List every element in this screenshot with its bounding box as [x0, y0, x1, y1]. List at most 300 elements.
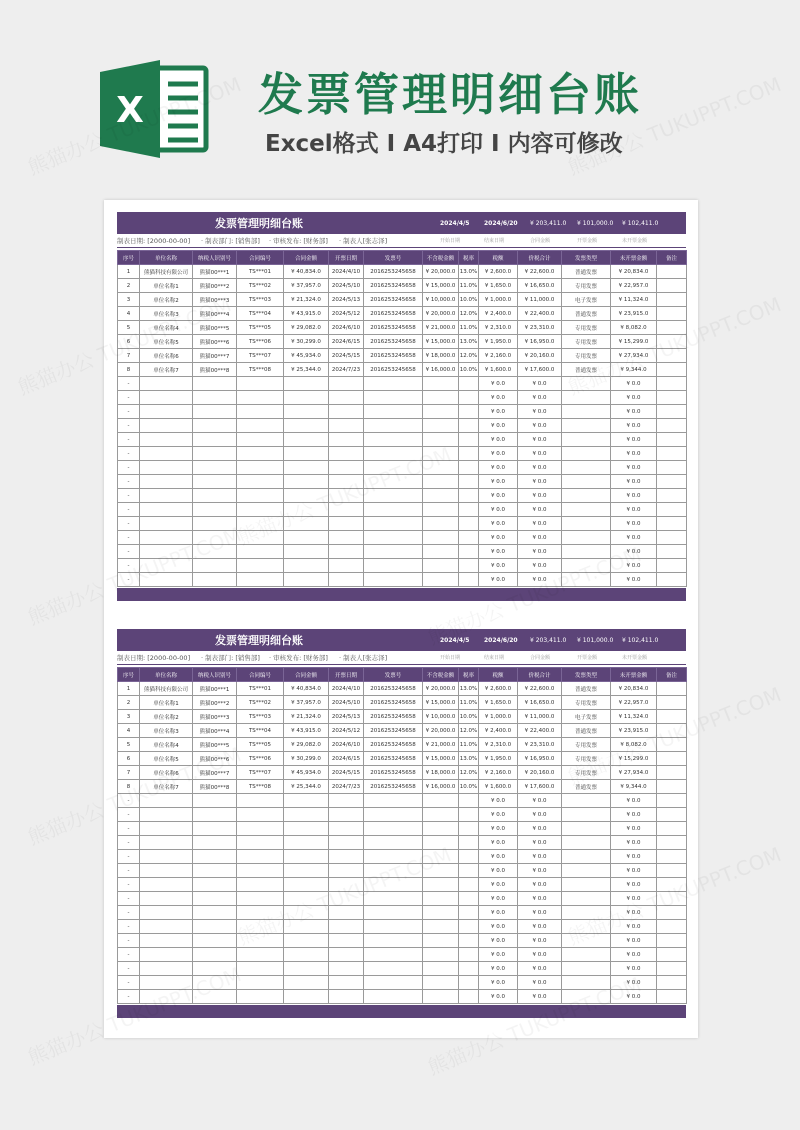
table-cell[interactable]	[423, 503, 459, 517]
table-cell[interactable]	[284, 503, 329, 517]
table-cell[interactable]: 13.0%	[459, 752, 479, 766]
table-cell[interactable]	[423, 878, 459, 892]
table-cell[interactable]: ¥ 0.0	[479, 878, 518, 892]
table-cell[interactable]	[237, 906, 284, 920]
table-cell[interactable]: 4	[118, 724, 140, 738]
table-cell[interactable]: ¥ 0.0	[611, 475, 657, 489]
table-cell[interactable]: -	[118, 419, 140, 433]
table-cell[interactable]: ¥ 0.0	[518, 920, 562, 934]
table-cell[interactable]	[459, 545, 479, 559]
table-cell[interactable]	[284, 962, 329, 976]
table-cell[interactable]	[329, 573, 364, 587]
table-cell[interactable]: ¥ 2,310.0	[479, 738, 518, 752]
table-cell[interactable]	[459, 461, 479, 475]
table-cell[interactable]: ¥ 0.0	[518, 948, 562, 962]
table-cell[interactable]	[423, 573, 459, 587]
table-cell[interactable]: ¥ 0.0	[518, 878, 562, 892]
table-cell[interactable]: ¥ 29,082.0	[284, 738, 329, 752]
table-cell[interactable]	[140, 377, 193, 391]
table-cell[interactable]	[364, 878, 423, 892]
table-cell[interactable]: ¥ 0.0	[479, 517, 518, 531]
table-cell[interactable]: ¥ 0.0	[479, 447, 518, 461]
table-cell[interactable]: -	[118, 573, 140, 587]
table-cell[interactable]: ¥ 37,957.0	[284, 696, 329, 710]
table-cell[interactable]: 2016253245658	[364, 293, 423, 307]
table-cell[interactable]: -	[118, 976, 140, 990]
table-cell[interactable]: ¥ 0.0	[479, 559, 518, 573]
table-cell[interactable]	[562, 475, 611, 489]
table-cell[interactable]: 12.0%	[459, 307, 479, 321]
table-cell[interactable]: ¥ 15,299.0	[611, 752, 657, 766]
table-cell[interactable]: ¥ 0.0	[611, 433, 657, 447]
table-cell[interactable]	[140, 836, 193, 850]
table-cell[interactable]	[237, 948, 284, 962]
table-cell[interactable]: 5	[118, 321, 140, 335]
table-cell[interactable]	[329, 503, 364, 517]
table-cell[interactable]	[140, 475, 193, 489]
table-cell[interactable]	[423, 850, 459, 864]
table-cell[interactable]: ¥ 0.0	[518, 794, 562, 808]
table-cell[interactable]	[329, 878, 364, 892]
table-cell[interactable]	[657, 682, 687, 696]
table-cell[interactable]	[562, 489, 611, 503]
table-cell[interactable]	[423, 808, 459, 822]
table-cell[interactable]	[193, 864, 237, 878]
table-cell[interactable]	[140, 531, 193, 545]
table-cell[interactable]: 2016253245658	[364, 766, 423, 780]
table-cell[interactable]	[459, 559, 479, 573]
table-cell[interactable]: 熊猫00***1	[193, 265, 237, 279]
table-cell[interactable]: ¥ 2,160.0	[479, 349, 518, 363]
table-cell[interactable]: 普通发票	[562, 307, 611, 321]
table-cell[interactable]: ¥ 0.0	[518, 822, 562, 836]
table-cell[interactable]: 2016253245658	[364, 738, 423, 752]
table-cell[interactable]	[237, 433, 284, 447]
table-cell[interactable]: ¥ 0.0	[479, 948, 518, 962]
table-cell[interactable]: ¥ 0.0	[611, 517, 657, 531]
table-cell[interactable]: ¥ 0.0	[518, 559, 562, 573]
table-cell[interactable]: ¥ 23,310.0	[518, 738, 562, 752]
table-cell[interactable]: ¥ 1,950.0	[479, 335, 518, 349]
table-cell[interactable]	[657, 878, 687, 892]
table-cell[interactable]	[364, 962, 423, 976]
table-cell[interactable]	[657, 948, 687, 962]
table-cell[interactable]	[140, 433, 193, 447]
table-cell[interactable]: ¥ 15,299.0	[611, 335, 657, 349]
table-cell[interactable]: -	[118, 864, 140, 878]
table-cell[interactable]: ¥ 0.0	[479, 822, 518, 836]
table-cell[interactable]	[193, 419, 237, 433]
table-cell[interactable]	[459, 976, 479, 990]
table-cell[interactable]: 单位名称5	[140, 752, 193, 766]
table-cell[interactable]: ¥ 0.0	[518, 990, 562, 1004]
table-cell[interactable]	[140, 920, 193, 934]
table-cell[interactable]	[237, 391, 284, 405]
table-cell[interactable]	[329, 391, 364, 405]
table-cell[interactable]	[193, 559, 237, 573]
table-cell[interactable]: ¥ 0.0	[518, 461, 562, 475]
table-cell[interactable]	[284, 892, 329, 906]
table-cell[interactable]: ¥ 0.0	[479, 850, 518, 864]
table-cell[interactable]	[459, 822, 479, 836]
table-cell[interactable]: ¥ 0.0	[518, 531, 562, 545]
table-cell[interactable]	[423, 489, 459, 503]
table-cell[interactable]: ¥ 10,000.0	[423, 710, 459, 724]
table-cell[interactable]	[193, 573, 237, 587]
table-cell[interactable]	[193, 822, 237, 836]
table-cell[interactable]	[237, 794, 284, 808]
table-cell[interactable]	[423, 934, 459, 948]
table-cell[interactable]: ¥ 25,344.0	[284, 363, 329, 377]
table-cell[interactable]	[364, 447, 423, 461]
table-cell[interactable]: 13.0%	[459, 335, 479, 349]
table-cell[interactable]	[459, 878, 479, 892]
table-cell[interactable]	[657, 279, 687, 293]
table-cell[interactable]: ¥ 16,950.0	[518, 752, 562, 766]
table-cell[interactable]: 10.0%	[459, 293, 479, 307]
table-cell[interactable]: ¥ 0.0	[479, 461, 518, 475]
table-cell[interactable]: -	[118, 559, 140, 573]
table-cell[interactable]: ¥ 11,000.0	[518, 293, 562, 307]
table-cell[interactable]: ¥ 0.0	[611, 489, 657, 503]
table-cell[interactable]: ¥ 0.0	[479, 405, 518, 419]
table-cell[interactable]	[562, 573, 611, 587]
table-cell[interactable]	[459, 517, 479, 531]
table-cell[interactable]	[284, 920, 329, 934]
table-cell[interactable]: 10.0%	[459, 710, 479, 724]
table-cell[interactable]	[329, 808, 364, 822]
table-cell[interactable]: ¥ 0.0	[518, 836, 562, 850]
table-cell[interactable]	[657, 808, 687, 822]
table-cell[interactable]: ¥ 0.0	[479, 531, 518, 545]
table-cell[interactable]: 2016253245658	[364, 363, 423, 377]
table-cell[interactable]	[657, 433, 687, 447]
table-cell[interactable]	[364, 391, 423, 405]
table-cell[interactable]: ¥ 0.0	[479, 962, 518, 976]
table-cell[interactable]: ¥ 0.0	[518, 419, 562, 433]
table-cell[interactable]: TS***04	[237, 307, 284, 321]
table-cell[interactable]: ¥ 27,934.0	[611, 766, 657, 780]
table-cell[interactable]: TS***02	[237, 696, 284, 710]
table-cell[interactable]	[329, 976, 364, 990]
table-cell[interactable]	[140, 517, 193, 531]
table-cell[interactable]: 10.0%	[459, 363, 479, 377]
table-cell[interactable]: ¥ 22,600.0	[518, 682, 562, 696]
table-cell[interactable]: ¥ 0.0	[611, 419, 657, 433]
table-cell[interactable]	[657, 321, 687, 335]
table-cell[interactable]: 7	[118, 766, 140, 780]
table-cell[interactable]	[657, 934, 687, 948]
table-cell[interactable]: ¥ 2,160.0	[479, 766, 518, 780]
table-cell[interactable]: 专用发票	[562, 321, 611, 335]
table-cell[interactable]: -	[118, 794, 140, 808]
table-cell[interactable]: ¥ 0.0	[479, 391, 518, 405]
table-cell[interactable]: 2024/5/12	[329, 307, 364, 321]
table-cell[interactable]	[364, 545, 423, 559]
table-cell[interactable]	[237, 461, 284, 475]
table-cell[interactable]	[423, 892, 459, 906]
table-cell[interactable]: ¥ 0.0	[479, 892, 518, 906]
table-cell[interactable]	[237, 531, 284, 545]
table-cell[interactable]: ¥ 0.0	[611, 794, 657, 808]
table-cell[interactable]	[284, 391, 329, 405]
table-cell[interactable]: -	[118, 878, 140, 892]
table-cell[interactable]	[459, 850, 479, 864]
table-cell[interactable]: 2024/4/10	[329, 682, 364, 696]
table-cell[interactable]: ¥ 17,600.0	[518, 780, 562, 794]
table-cell[interactable]	[284, 990, 329, 1004]
table-cell[interactable]: 熊猫00***3	[193, 710, 237, 724]
table-cell[interactable]	[329, 447, 364, 461]
table-cell[interactable]	[329, 934, 364, 948]
table-cell[interactable]	[193, 920, 237, 934]
table-cell[interactable]: TS***01	[237, 682, 284, 696]
table-cell[interactable]: ¥ 17,600.0	[518, 363, 562, 377]
table-cell[interactable]	[329, 489, 364, 503]
table-cell[interactable]: ¥ 45,934.0	[284, 349, 329, 363]
table-cell[interactable]	[562, 906, 611, 920]
table-cell[interactable]: ¥ 15,000.0	[423, 696, 459, 710]
table-cell[interactable]	[284, 878, 329, 892]
table-cell[interactable]: -	[118, 850, 140, 864]
table-cell[interactable]: ¥ 0.0	[611, 377, 657, 391]
table-cell[interactable]: 普通发票	[562, 682, 611, 696]
table-cell[interactable]: 2016253245658	[364, 724, 423, 738]
table-cell[interactable]	[562, 447, 611, 461]
table-cell[interactable]: TS***05	[237, 738, 284, 752]
table-cell[interactable]	[329, 419, 364, 433]
table-cell[interactable]	[237, 850, 284, 864]
table-cell[interactable]	[237, 545, 284, 559]
table-cell[interactable]	[237, 559, 284, 573]
table-cell[interactable]	[459, 934, 479, 948]
table-cell[interactable]	[459, 377, 479, 391]
table-cell[interactable]	[193, 377, 237, 391]
table-cell[interactable]: 8	[118, 780, 140, 794]
table-cell[interactable]: 2016253245658	[364, 710, 423, 724]
table-cell[interactable]	[284, 531, 329, 545]
table-cell[interactable]	[237, 377, 284, 391]
table-cell[interactable]	[329, 962, 364, 976]
table-cell[interactable]: ¥ 1,950.0	[479, 752, 518, 766]
table-cell[interactable]	[423, 531, 459, 545]
table-cell[interactable]: 2016253245658	[364, 752, 423, 766]
table-cell[interactable]	[329, 850, 364, 864]
table-cell[interactable]	[193, 475, 237, 489]
table-cell[interactable]	[140, 934, 193, 948]
table-cell[interactable]: 2024/5/10	[329, 696, 364, 710]
table-cell[interactable]: TS***07	[237, 349, 284, 363]
table-cell[interactable]	[459, 531, 479, 545]
table-cell[interactable]: 2016253245658	[364, 321, 423, 335]
table-cell[interactable]: 2024/4/10	[329, 265, 364, 279]
table-cell[interactable]: 13.0%	[459, 682, 479, 696]
table-cell[interactable]: ¥ 23,310.0	[518, 321, 562, 335]
table-cell[interactable]: 熊猫00***7	[193, 766, 237, 780]
table-cell[interactable]	[284, 489, 329, 503]
table-cell[interactable]	[284, 461, 329, 475]
table-cell[interactable]: ¥ 0.0	[611, 878, 657, 892]
table-cell[interactable]: 专用发票	[562, 335, 611, 349]
table-cell[interactable]	[237, 976, 284, 990]
table-cell[interactable]	[562, 934, 611, 948]
table-cell[interactable]: ¥ 0.0	[611, 850, 657, 864]
table-cell[interactable]	[657, 265, 687, 279]
table-cell[interactable]: ¥ 0.0	[479, 503, 518, 517]
table-cell[interactable]: ¥ 0.0	[518, 864, 562, 878]
table-cell[interactable]: 熊猫00***6	[193, 752, 237, 766]
table-cell[interactable]	[237, 573, 284, 587]
table-cell[interactable]	[657, 517, 687, 531]
table-cell[interactable]: ¥ 15,000.0	[423, 752, 459, 766]
table-cell[interactable]	[284, 517, 329, 531]
table-cell[interactable]	[657, 836, 687, 850]
table-cell[interactable]	[193, 836, 237, 850]
table-cell[interactable]	[657, 545, 687, 559]
table-cell[interactable]	[140, 419, 193, 433]
table-cell[interactable]	[193, 934, 237, 948]
table-cell[interactable]	[423, 836, 459, 850]
table-cell[interactable]	[459, 475, 479, 489]
table-cell[interactable]	[237, 892, 284, 906]
table-cell[interactable]: ¥ 2,400.0	[479, 724, 518, 738]
table-cell[interactable]	[423, 545, 459, 559]
table-cell[interactable]: 3	[118, 710, 140, 724]
table-cell[interactable]	[423, 433, 459, 447]
table-cell[interactable]: ¥ 0.0	[611, 976, 657, 990]
table-cell[interactable]	[657, 892, 687, 906]
table-cell[interactable]	[562, 531, 611, 545]
table-cell[interactable]: -	[118, 822, 140, 836]
table-cell[interactable]	[657, 461, 687, 475]
table-cell[interactable]	[562, 559, 611, 573]
table-cell[interactable]: 单位名称6	[140, 349, 193, 363]
table-cell[interactable]	[364, 850, 423, 864]
table-cell[interactable]: -	[118, 906, 140, 920]
table-cell[interactable]	[459, 433, 479, 447]
table-cell[interactable]	[657, 447, 687, 461]
table-cell[interactable]: ¥ 0.0	[611, 573, 657, 587]
table-cell[interactable]: ¥ 0.0	[518, 391, 562, 405]
table-cell[interactable]	[193, 433, 237, 447]
table-cell[interactable]: ¥ 15,000.0	[423, 335, 459, 349]
table-cell[interactable]	[329, 377, 364, 391]
table-cell[interactable]	[423, 419, 459, 433]
table-cell[interactable]	[140, 489, 193, 503]
table-cell[interactable]	[423, 990, 459, 1004]
table-cell[interactable]	[364, 433, 423, 447]
table-cell[interactable]: 8	[118, 363, 140, 377]
table-cell[interactable]: ¥ 20,000.0	[423, 682, 459, 696]
table-cell[interactable]: -	[118, 475, 140, 489]
table-cell[interactable]	[329, 475, 364, 489]
table-cell[interactable]	[657, 377, 687, 391]
table-cell[interactable]: ¥ 20,000.0	[423, 724, 459, 738]
table-cell[interactable]: ¥ 22,957.0	[611, 696, 657, 710]
table-cell[interactable]	[237, 962, 284, 976]
table-cell[interactable]: 2024/5/15	[329, 349, 364, 363]
table-cell[interactable]	[459, 391, 479, 405]
table-cell[interactable]	[329, 794, 364, 808]
table-cell[interactable]: 2024/5/15	[329, 766, 364, 780]
table-cell[interactable]	[657, 780, 687, 794]
table-cell[interactable]	[423, 906, 459, 920]
table-cell[interactable]: ¥ 0.0	[611, 447, 657, 461]
table-cell[interactable]: -	[118, 461, 140, 475]
table-cell[interactable]: 3	[118, 293, 140, 307]
table-cell[interactable]	[284, 377, 329, 391]
table-cell[interactable]: 11.0%	[459, 321, 479, 335]
table-cell[interactable]	[237, 517, 284, 531]
table-cell[interactable]	[237, 822, 284, 836]
table-cell[interactable]	[193, 503, 237, 517]
table-cell[interactable]	[562, 545, 611, 559]
table-cell[interactable]: -	[118, 503, 140, 517]
table-cell[interactable]: -	[118, 517, 140, 531]
table-cell[interactable]	[329, 906, 364, 920]
table-cell[interactable]: 专用发票	[562, 766, 611, 780]
table-cell[interactable]: ¥ 45,934.0	[284, 766, 329, 780]
table-cell[interactable]: 2016253245658	[364, 279, 423, 293]
table-cell[interactable]: -	[118, 433, 140, 447]
table-cell[interactable]: 4	[118, 307, 140, 321]
table-cell[interactable]	[329, 531, 364, 545]
table-cell[interactable]: -	[118, 531, 140, 545]
table-cell[interactable]	[459, 864, 479, 878]
table-cell[interactable]	[237, 920, 284, 934]
table-cell[interactable]: 2024/6/15	[329, 752, 364, 766]
table-cell[interactable]: 电子发票	[562, 710, 611, 724]
table-cell[interactable]	[423, 920, 459, 934]
table-cell[interactable]: 11.0%	[459, 738, 479, 752]
table-cell[interactable]: 单位名称6	[140, 766, 193, 780]
table-cell[interactable]: -	[118, 377, 140, 391]
table-cell[interactable]: -	[118, 808, 140, 822]
table-cell[interactable]	[423, 475, 459, 489]
table-cell[interactable]: 熊猫科技有限公司	[140, 265, 193, 279]
table-cell[interactable]: ¥ 22,957.0	[611, 279, 657, 293]
table-cell[interactable]: ¥ 2,600.0	[479, 682, 518, 696]
table-cell[interactable]	[237, 503, 284, 517]
table-cell[interactable]: 12.0%	[459, 766, 479, 780]
table-cell[interactable]	[459, 808, 479, 822]
table-cell[interactable]: 单位名称1	[140, 696, 193, 710]
table-cell[interactable]: 单位名称2	[140, 293, 193, 307]
table-cell[interactable]: 熊猫00***4	[193, 307, 237, 321]
table-cell[interactable]	[657, 724, 687, 738]
table-cell[interactable]	[562, 461, 611, 475]
table-cell[interactable]	[237, 990, 284, 1004]
table-cell[interactable]: ¥ 18,000.0	[423, 349, 459, 363]
table-cell[interactable]	[657, 573, 687, 587]
table-cell[interactable]: ¥ 0.0	[518, 517, 562, 531]
table-cell[interactable]: 熊猫科技有限公司	[140, 682, 193, 696]
table-cell[interactable]: TS***06	[237, 335, 284, 349]
table-cell[interactable]	[364, 976, 423, 990]
table-cell[interactable]: ¥ 2,310.0	[479, 321, 518, 335]
table-cell[interactable]	[562, 962, 611, 976]
table-cell[interactable]	[657, 822, 687, 836]
table-cell[interactable]: ¥ 21,324.0	[284, 293, 329, 307]
table-cell[interactable]	[562, 503, 611, 517]
table-cell[interactable]	[193, 489, 237, 503]
table-cell[interactable]: 11.0%	[459, 696, 479, 710]
table-cell[interactable]	[237, 864, 284, 878]
table-cell[interactable]	[193, 990, 237, 1004]
table-cell[interactable]: 专用发票	[562, 696, 611, 710]
table-cell[interactable]	[237, 475, 284, 489]
table-cell[interactable]: ¥ 0.0	[479, 573, 518, 587]
